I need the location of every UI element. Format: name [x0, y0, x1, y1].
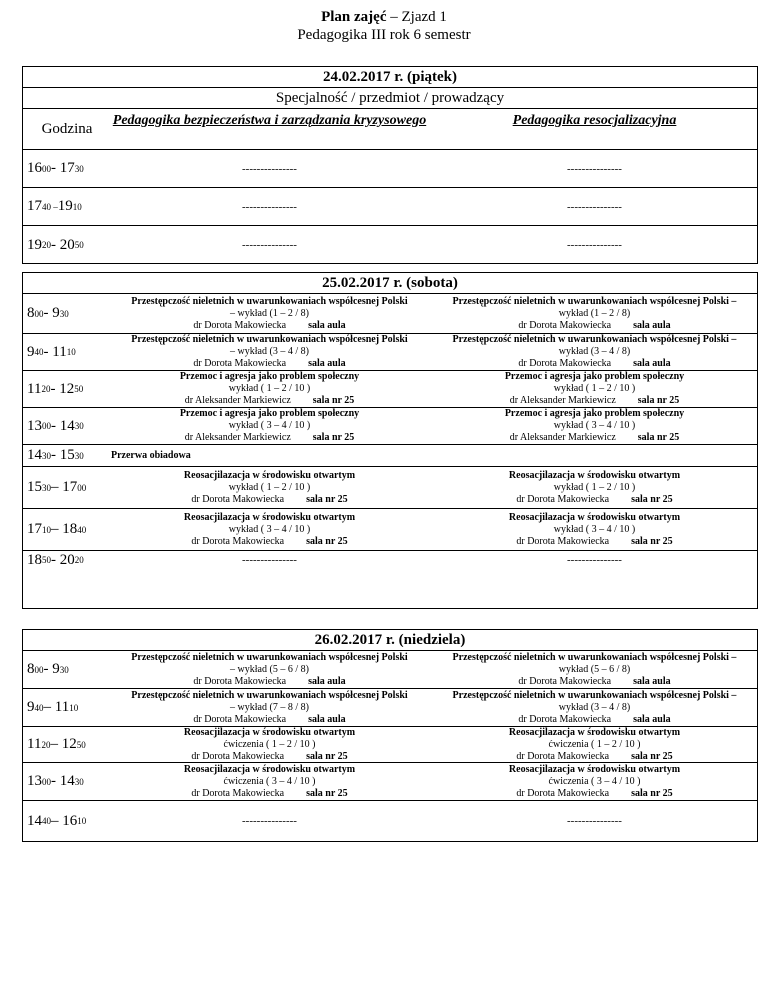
class-type: wykład ( 1 – 2 / 10 )	[553, 481, 636, 493]
time-slot: 13 00 - 14 30	[27, 417, 84, 434]
schedule-row	[23, 226, 757, 264]
lecturer-line: dr Dorota Makowiecka sala nr 25	[516, 535, 673, 547]
course-name: Reosacjilazacja w środowisku otwartym	[183, 763, 356, 775]
room: sala nr 25	[306, 535, 348, 547]
class-type: ćwiczenia ( 1 – 2 / 10 )	[223, 738, 316, 750]
course-name: Przemoc i agresja jako problem społeczny	[504, 371, 685, 382]
course-name: Reosacjilazacja w środowisku otwartym	[183, 726, 356, 738]
course-name: Reosacjilazacja w środowisku otwartym	[508, 763, 681, 775]
lecturer-line: dr Dorota Makowiecka sala aula	[193, 713, 346, 725]
day-title: 26.02.2017 r. (niedziela)	[23, 630, 757, 651]
class-cell	[432, 371, 757, 407]
column-headers	[23, 109, 757, 150]
time-slot: 9 40 - 11 10	[27, 343, 76, 360]
class-type: ćwiczenia ( 1 – 2 / 10 )	[548, 738, 641, 750]
class-cell	[107, 689, 432, 726]
schedule-row	[23, 801, 757, 841]
schedule-row	[23, 408, 757, 445]
break-row	[23, 445, 757, 467]
time-slot: 13 00 - 14 30	[27, 773, 84, 789]
day-table-saturday	[22, 272, 758, 609]
room: sala aula	[633, 713, 671, 725]
room: sala aula	[308, 319, 346, 331]
empty-slot: ---------------	[567, 200, 622, 213]
room: sala nr 25	[637, 432, 680, 443]
course-name: Przestępczość nieletnich w uwarunkowaniach współcesnej Polski –	[452, 295, 737, 307]
class-cell	[107, 334, 432, 370]
day-table-sunday	[22, 629, 758, 842]
schedule-row	[23, 551, 757, 569]
class-type: ćwiczenia ( 3 – 4 / 10 )	[548, 775, 641, 787]
time-slot: 17 10 – 18 40	[27, 521, 87, 537]
class-type: wykład ( 1 – 2 / 10 )	[228, 481, 311, 493]
empty-slot: ---------------	[567, 162, 622, 175]
schedule-row	[23, 150, 757, 188]
day-title: 24.02.2017 r. (piątek)	[23, 67, 757, 88]
empty-slot: ---------------	[242, 815, 297, 827]
class-type: wykład (3 – 4 / 8)	[558, 346, 631, 357]
class-type: wykład (5 – 6 / 8)	[558, 663, 631, 675]
class-cell	[107, 763, 432, 800]
empty-slot: ---------------	[242, 554, 297, 566]
schedule-row	[23, 334, 757, 371]
class-cell	[432, 651, 757, 688]
class-type: wykład ( 1 – 2 / 10 )	[553, 383, 636, 394]
class-cell	[432, 689, 757, 726]
schedule-row	[23, 689, 757, 727]
time-slot: 8 00 - 9 30	[27, 661, 69, 677]
day-title: 25.02.2017 r. (sobota)	[23, 273, 757, 294]
class-type: wykład (1 – 2 / 8)	[558, 307, 631, 319]
class-cell	[432, 408, 757, 444]
course-name: Przestępczość nieletnich w uwarunkowaniach współcesnej Polski	[131, 295, 408, 307]
schedule-row	[23, 651, 757, 689]
break-label: Przerwa obiadowa	[111, 450, 191, 461]
time-slot: 18 50 - 20 20	[27, 551, 84, 568]
room: sala aula	[633, 319, 671, 331]
course-name: Reosacjilazacja w środowisku otwartym	[183, 469, 356, 481]
class-cell	[107, 651, 432, 688]
empty-slot: ---------------	[242, 239, 297, 251]
room: sala nr 25	[631, 493, 673, 505]
time-slot: 9 40 – 11 10	[27, 699, 79, 715]
lecturer-line: dr Dorota Makowiecka sala nr 25	[191, 535, 348, 547]
room: sala nr 25	[631, 535, 673, 547]
lecturer-line: dr Dorota Makowiecka sala aula	[518, 319, 671, 331]
specialization-header-1: Pedagogika bezpieczeństwa i zarządzania kryzysowego	[112, 113, 427, 128]
course-name: Przestępczość nieletnich w uwarunkowaniach współcesnej Polski	[131, 334, 408, 345]
course-name: Reosacjilazacja w środowisku otwartym	[508, 511, 681, 523]
plan-title: Plan zajęć – Zjazd 1	[321, 9, 447, 25]
room: sala aula	[308, 713, 346, 725]
course-name: Przemoc i agresja jako problem społeczny	[504, 408, 685, 419]
lecturer-line: dr Dorota Makowiecka sala nr 25	[191, 750, 348, 762]
schedule-row	[23, 509, 757, 551]
empty-slot: ---------------	[567, 554, 622, 566]
lecturer-line: dr Dorota Makowiecka sala aula	[518, 675, 671, 687]
room: sala aula	[633, 675, 671, 687]
day-subtitle: Specjalność / przedmiot / prowadzący	[23, 88, 757, 109]
course-name: Reosacjilazacja w środowisku otwartym	[183, 511, 356, 523]
room: sala nr 25	[312, 395, 355, 406]
course-name: Przestępczość nieletnich w uwarunkowaniach współcesnej Polski –	[452, 334, 737, 345]
lecturer-line: dr Dorota Makowiecka sala nr 25	[191, 787, 348, 799]
room: sala nr 25	[631, 787, 673, 799]
schedule-row	[23, 467, 757, 509]
lecturer-line: dr Dorota Makowiecka sala aula	[193, 675, 346, 687]
class-cell	[432, 763, 757, 800]
class-type: wykład ( 3 – 4 / 10 )	[553, 420, 636, 431]
lecturer-line: dr Dorota Makowiecka sala aula	[193, 358, 346, 369]
day-table-friday	[22, 66, 758, 264]
room: sala aula	[633, 358, 671, 369]
class-cell	[107, 467, 432, 508]
time-slot: 16 00 - 17 30	[27, 160, 84, 176]
course-name: Reosacjilazacja w środowisku otwartym	[508, 726, 681, 738]
class-type: – wykład (1 – 2 / 8)	[230, 307, 309, 319]
room: sala nr 25	[306, 750, 348, 762]
room: sala nr 25	[306, 493, 348, 505]
time-slot: 14 30 - 15 30	[27, 447, 84, 463]
time-slot: 8 00 - 9 30	[27, 305, 69, 321]
class-type: wykład ( 3 – 4 / 10 )	[553, 523, 636, 535]
lecturer-line: dr Dorota Makowiecka sala nr 25	[516, 787, 673, 799]
lecturer-line: dr Dorota Makowiecka sala aula	[193, 319, 346, 331]
class-type: – wykład (7 – 8 / 8)	[230, 701, 309, 713]
lecturer-line: dr Dorota Makowiecka sala nr 25	[516, 750, 673, 762]
lecturer-line: dr Aleksander Markiewicz sala nr 25	[509, 395, 680, 406]
course-name: Przestępczość nieletnich w uwarunkowaniach współcesnej Polski –	[452, 651, 737, 663]
class-type: wykład ( 1 – 2 / 10 )	[228, 383, 311, 394]
class-cell	[432, 509, 757, 550]
empty-slot: ---------------	[242, 200, 297, 213]
schedule-row	[23, 188, 757, 226]
class-cell	[432, 727, 757, 762]
empty-slot: ---------------	[567, 815, 622, 827]
lecturer-line: dr Aleksander Markiewicz sala nr 25	[184, 432, 355, 443]
room: sala aula	[308, 358, 346, 369]
class-type: wykład ( 3 – 4 / 10 )	[228, 420, 311, 431]
schedule-row	[23, 727, 757, 763]
lecturer-line: dr Dorota Makowiecka sala nr 25	[516, 493, 673, 505]
specialization-header-2: Pedagogika resocjalizacyjna	[512, 113, 677, 128]
class-cell	[107, 371, 432, 407]
class-type: ćwiczenia ( 3 – 4 / 10 )	[223, 775, 316, 787]
class-cell	[432, 467, 757, 508]
schedule-row	[23, 371, 757, 408]
room: sala aula	[308, 675, 346, 687]
lecturer-line: dr Dorota Makowiecka sala nr 25	[191, 493, 348, 505]
course-name: Przestępczość nieletnich w uwarunkowaniach współcesnej Polski	[131, 651, 408, 663]
room: sala nr 25	[631, 750, 673, 762]
time-slot: 14 40 – 16 10	[27, 812, 87, 829]
course-name: Przemoc i agresja jako problem społeczny	[179, 408, 360, 419]
course-name: Przestępczość nieletnich w uwarunkowaniach współcesnej Polski –	[452, 689, 737, 701]
empty-slot: ---------------	[567, 239, 622, 251]
lecturer-line: dr Aleksander Markiewicz sala nr 25	[184, 395, 355, 406]
class-type: wykład (3 – 4 / 8)	[558, 701, 631, 713]
empty-slot: ---------------	[242, 162, 297, 175]
lecturer-line: dr Dorota Makowiecka sala aula	[518, 358, 671, 369]
class-type: – wykład (5 – 6 / 8)	[230, 663, 309, 675]
course-name: Przestępczość nieletnich w uwarunkowaniach współcesnej Polski	[131, 689, 408, 701]
class-cell	[107, 408, 432, 444]
schedule-row	[23, 763, 757, 801]
time-slot: 11 20 – 12 50	[27, 736, 86, 752]
class-cell	[432, 334, 757, 370]
class-cell	[107, 727, 432, 762]
time-slot: 11 20 - 12 50	[27, 380, 84, 397]
time-header: Godzina	[41, 120, 93, 137]
document-header	[0, 8, 768, 44]
time-slot: 17 40 – 19 10	[27, 198, 82, 214]
class-cell	[107, 509, 432, 550]
class-cell	[432, 294, 757, 333]
room: sala nr 25	[306, 787, 348, 799]
time-slot: 19 20 - 20 50	[27, 236, 84, 253]
class-type: – wykład (3 – 4 / 8)	[230, 346, 309, 357]
plan-subtitle: Pedagogika III rok 6 semestr	[297, 27, 471, 43]
time-slot: 15 30 – 17 00	[27, 479, 87, 495]
lecturer-line: dr Dorota Makowiecka sala aula	[518, 713, 671, 725]
course-name: Reosacjilazacja w środowisku otwartym	[508, 469, 681, 481]
course-name: Przemoc i agresja jako problem społeczny	[179, 371, 360, 382]
class-type: wykład ( 3 – 4 / 10 )	[228, 523, 311, 535]
class-cell	[107, 294, 432, 333]
room: sala nr 25	[312, 432, 355, 443]
lecturer-line: dr Aleksander Markiewicz sala nr 25	[509, 432, 680, 443]
room: sala nr 25	[637, 395, 680, 406]
schedule-row	[23, 294, 757, 334]
